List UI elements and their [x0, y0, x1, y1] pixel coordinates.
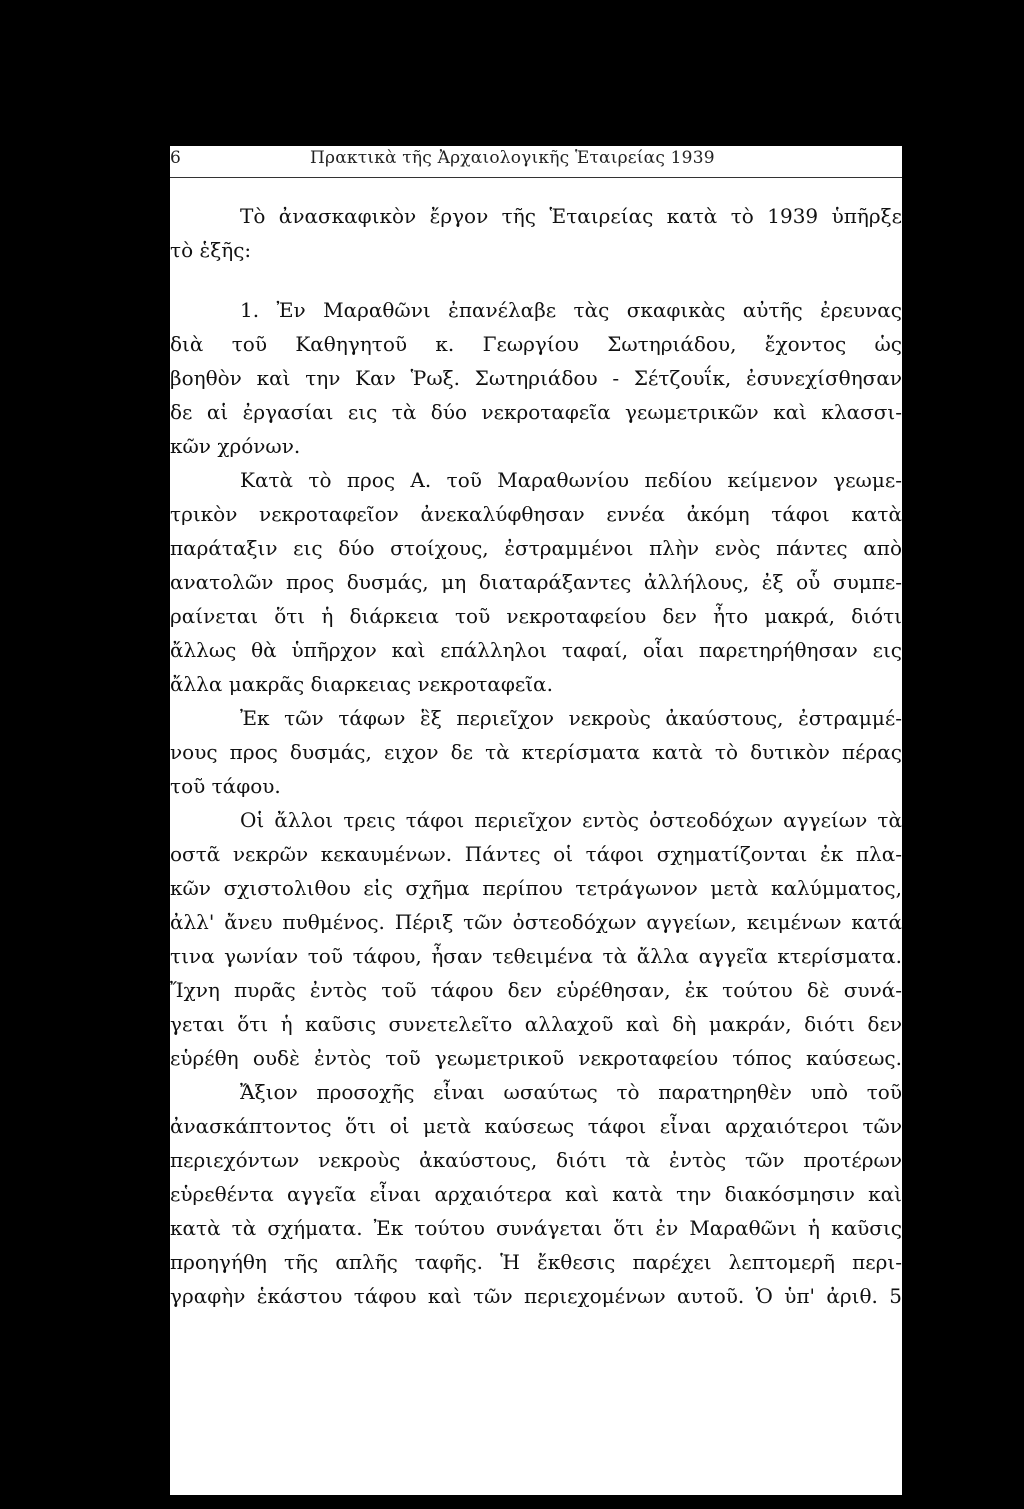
running-title: Πρακτικὰ τῆς Ἀρχαιολογικῆς Ἑταιρείας 1939 — [310, 148, 715, 168]
text-line: γραφὴν ἑκάστου τάφου καὶ τῶν περιεχομένων αυτοῦ. Ὁ ὑπ' ἀριθ. 5 — [170, 1284, 902, 1308]
header-rule — [170, 177, 902, 178]
document-page — [170, 146, 902, 1495]
text-line: Ἴχνη πυρᾶς ἐντὸς τοῦ τάφου δεν εὑρέθησαν, ἐκ τούτου δὲ συνά- — [170, 978, 902, 1002]
text-line: τὸ ἑξῆς: — [170, 238, 252, 262]
text-line: οστᾶ νεκρῶν κεκαυμένων. Πάντες οἱ τάφοι σχηματίζονται ἐκ πλα- — [170, 842, 902, 866]
text-line: κατὰ τὰ σχήματα. Ἐκ τούτου συνάγεται ὅτι ἐν Μαραθῶνι ἡ καῦσις — [170, 1216, 902, 1240]
text-line: ἀνασκάπτοντος ὅτι οἱ μετὰ καύσεως τάφοι εἶναι αρχαιότεροι τῶν — [170, 1114, 902, 1138]
text-line: Τὸ ἀνασκαφικὸν ἔργον τῆς Ἑταιρείας κατὰ τὸ 1939 ὑπῆρξε — [240, 204, 902, 228]
text-line: ἀλλ' ἄνευ πυθμένος. Πέριξ τῶν ὀστεοδόχων αγγείων, κειμένων κατά — [170, 910, 902, 934]
text-line: βοηθὸν καὶ την Καν Ῥωξ. Σωτηριάδου - Σέτζουΐκ, ἐσυνεχίσθησαν — [170, 366, 902, 390]
text-line: Ἐκ τῶν τάφων ἓξ περιεῖχον νεκροὺς ἀκαύστους, ἐστραμμέ- — [240, 706, 902, 730]
text-line: ἄλλα μακρᾶς διαρκειας νεκροταφεῖα. — [170, 672, 553, 696]
text-line: τρικὸν νεκροταφεῖον ἀνεκαλύφθησαν εννέα ἀκόμη τάφοι κατὰ — [170, 502, 902, 526]
text-line: ραίνεται ὅτι ἡ διάρκεια τοῦ νεκροταφείου δεν ἦτο μακρά, διότι — [170, 604, 902, 628]
text-line: κῶν σχιστολιθου εἰς σχῆμα περίπου τετράγωνον μετὰ καλύμματος, — [170, 876, 902, 900]
text-line: γεται ὅτι ἡ καῦσις συνετελεῖτο αλλαχοῦ καὶ δὴ μακράν, διότι δεν — [170, 1012, 902, 1036]
text-line: περιεχόντων νεκροὺς ἀκαύστους, διότι τὰ ἐντὸς τῶν προτέρων — [170, 1148, 902, 1172]
text-line: παράταξιν εις δύο στοίχους, ἐστραμμένοι πλὴν ενὸς πάντες απὸ — [170, 536, 902, 560]
text-line: τινα γωνίαν τοῦ τάφου, ἦσαν τεθειμένα τὰ ἄλλα αγγεῖα κτερίσματα. — [170, 944, 902, 968]
text-line: τοῦ τάφου. — [170, 774, 281, 798]
text-line: προηγήθη τῆς απλῆς ταφῆς. Ἡ ἔκθεσις παρέχει λεπτομερῆ περι- — [170, 1250, 902, 1274]
page-number: 6 — [170, 148, 181, 168]
text-line: δε αἱ ἐργασίαι εις τὰ δύο νεκροταφεῖα γεωμετρικῶν καὶ κλασσι- — [170, 400, 902, 424]
text-line: Ἄξιον προσοχῆς εἶναι ωσαύτως τὸ παρατηρηθὲν υπὸ τοῦ — [240, 1080, 902, 1104]
text-line: ἄλλως θὰ ὑπῆρχον καὶ επάλληλοι ταφαί, οἷαι παρετηρήθησαν εις — [170, 638, 902, 662]
text-line: 1. Ἐν Μαραθῶνι ἐπανέλαβε τὰς σκαφικὰς αὐτῆς ἐρευνας — [240, 298, 902, 322]
text-line: εὑρέθη ουδὲ ἐντὸς τοῦ γεωμετρικοῦ νεκροταφείου τόπος καύσεως. — [170, 1046, 902, 1070]
text-line: νους προς δυσμάς, ειχον δε τὰ κτερίσματα κατὰ τὸ δυτικὸν πέρας — [170, 740, 902, 764]
text-line: Κατὰ τὸ προς Α. τοῦ Μαραθωνίου πεδίου κείμενον γεωμε- — [240, 468, 902, 492]
text-line: διὰ τοῦ Καθηγητοῦ κ. Γεωργίου Σωτηριάδου, ἔχοντος ὡς — [170, 332, 902, 356]
text-line: εὑρεθέντα αγγεῖα εἶναι αρχαιότερα καὶ κατὰ την διακόσμησιν καὶ — [170, 1182, 902, 1206]
text-line: κῶν χρόνων. — [170, 434, 301, 458]
text-line: Οἱ ἄλλοι τρεις τάφοι περιεῖχον εντὸς ὀστεοδόχων αγγείων τὰ — [240, 808, 902, 832]
text-line: ανατολῶν προς δυσμάς, μη διαταράξαντες ἀλλήλους, ἐξ οὗ συμπε- — [170, 570, 902, 594]
